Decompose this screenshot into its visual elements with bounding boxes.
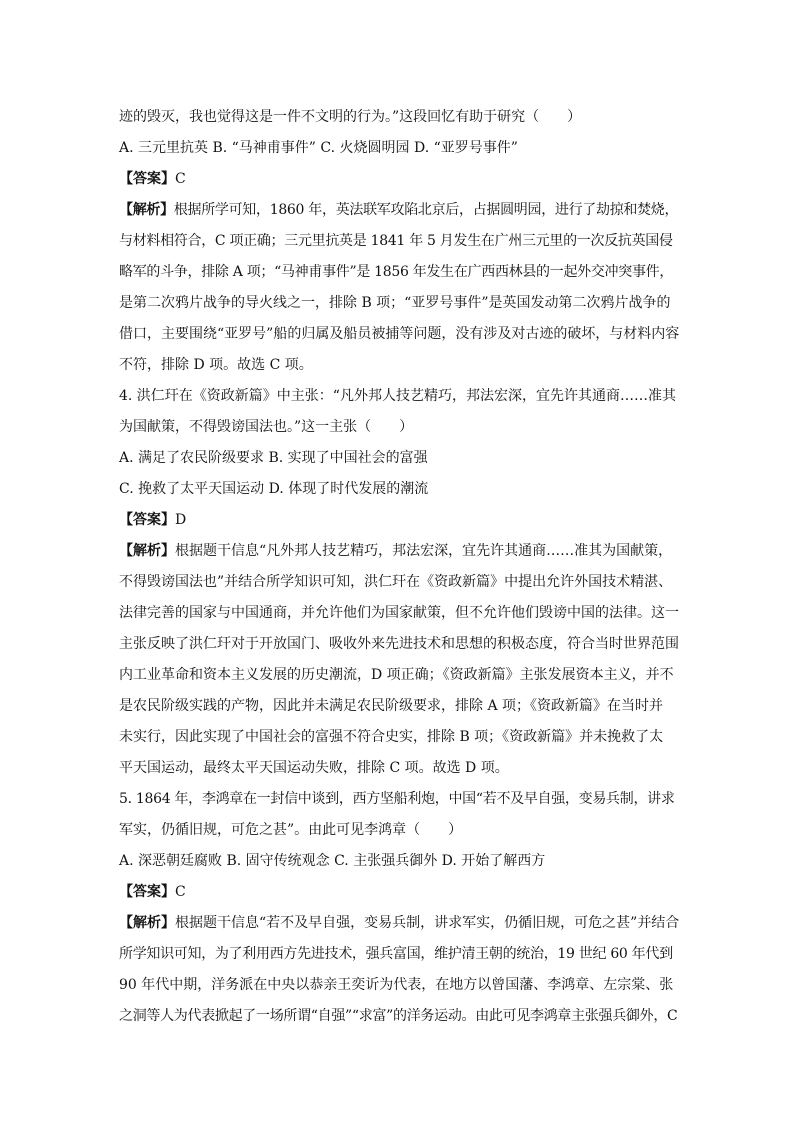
text-line — [119, 722, 681, 753]
line-text: 借口，主要围绕“亚罗号”船的归属及船员被捕等问题，没有涉及对古迹的破坏，与材料内容 — [119, 326, 680, 342]
line-text: 根据题干信息“若不及早自强，变易兵制，讲求军实，仍循旧规，可危之甚”并结合 — [175, 915, 680, 931]
line-text: 是农民阶级实践的产物，因此并未满足农民阶级要求，排除 A 项；《资政新篇》在当时并 — [119, 698, 664, 714]
question-stem — [119, 815, 681, 846]
text-line — [119, 970, 681, 1001]
line-text: 5. 1864 年，李鸿章在一封信中谈到，西方坚船利炮，中国“若不及早自强，变易兵制，讲求 — [119, 791, 675, 807]
line-text: 法律完善的国家与中国通商，并允许他们为国家献策，但不允许他们毁谤中国的法律。这一 — [119, 605, 679, 621]
answer-value: C — [175, 171, 186, 187]
text-line — [119, 753, 681, 784]
answer-label: 【答案】 — [119, 171, 175, 187]
analysis-line — [119, 536, 681, 567]
line-text: A. 深恶朝廷腐败 B. 固守传统观念 C. 主张强兵御外 D. 开始了解西方 — [119, 853, 546, 869]
line-text: 为国献策，不得毁谤国法也。”这一主张（ ） — [119, 419, 414, 435]
question-options — [119, 443, 681, 474]
line-text: 未实行，因此实现了中国社会的富强不符合史实，排除 B 项；《资政新篇》并未挽救了太 — [119, 729, 664, 745]
text-line — [119, 629, 681, 660]
text-line — [119, 598, 681, 629]
line-text: 与材料相符合，C 项正确；三元里抗英是 1841 年 5 月发生在广州三元里的一次反抗英国侵 — [119, 233, 673, 249]
text-line — [119, 691, 681, 722]
line-text: 4. 洪仁玕在《资政新篇》中主张：“凡外邦人技艺精巧，邦法宏深，宜先许其通商……准其 — [119, 388, 676, 404]
line-text: 主张反映了洪仁玕对于开放国门、吸收外来先进技术和思想的积极态度，符合当时世界范围 — [119, 636, 679, 652]
line-text: C. 挽救了太平天国运动 D. 体现了时代发展的潮流 — [119, 481, 429, 497]
text-line — [119, 226, 681, 257]
line-text: 90 年代中期，洋务派在中央以恭亲王奕䜣为代表，在地方以曾国藩、李鸿章、左宗棠、张 — [119, 977, 674, 993]
line-text: 根据题干信息“凡外邦人技艺精巧，邦法宏深，宜先许其通商……准其为国献策， — [175, 543, 673, 559]
text-line — [119, 1001, 681, 1032]
analysis-line — [119, 195, 681, 226]
question-options — [119, 133, 681, 164]
answer-value: C — [175, 884, 186, 900]
line-text: 迹的毁灭，我也觉得这是一件不文明的行为。”这段回忆有助于研究（ ） — [119, 109, 582, 125]
text-line — [119, 257, 681, 288]
line-text: 所学知识可知，为了利用西方先进技术，强兵富国，维护清王朝的统治，19 世纪 60 年代到 — [119, 946, 673, 962]
answer-value: D — [175, 512, 187, 528]
question-stem — [119, 412, 681, 443]
line-text: A. 满足了农民阶级要求 B. 实现了中国社会的富强 — [119, 450, 428, 466]
line-text: 不符，排除 D 项。故选 C 项。 — [119, 357, 313, 373]
line-text: 略军的斗争，排除 A 项；“马神甫事件”是 1856 年发生在广西西林县的一起外交冲突事件， — [119, 264, 674, 280]
line-text: 之洞等人为代表掀起了一场所谓“自强”“求富”的洋务运动。由此可见李鸿章主张强兵御外，C — [119, 1008, 678, 1024]
text-line — [119, 660, 681, 691]
answer-label: 【答案】 — [119, 512, 175, 528]
question-options — [119, 474, 681, 505]
line-text: A. 三元里抗英 B. “马神甫事件” C. 火烧圆明园 D. “亚罗号事件” — [119, 140, 518, 156]
line-text: 不得毁谤国法也”并结合所学知识可知，洪仁玕在《资政新篇》中提出允许外国技术精湛、 — [119, 574, 673, 590]
analysis-label: 【解析】 — [119, 202, 174, 218]
question-options — [119, 846, 681, 877]
answer-line — [119, 877, 681, 908]
line-text: 根据所学可知，1860 年，英法联军攻陷北京后，占据圆明园，进行了劫掠和焚烧， — [173, 202, 679, 218]
text-line — [119, 567, 681, 598]
analysis-label: 【解析】 — [119, 543, 175, 559]
line-text: 是第二次鸦片战争的导火线之一，排除 B 项；“亚罗号事件”是英国发动第二次鸦片战争的 — [119, 295, 671, 311]
answer-label: 【答案】 — [119, 884, 175, 900]
analysis-line — [119, 908, 681, 939]
question-stem — [119, 784, 681, 815]
question-stem — [119, 381, 681, 412]
line-text: 平天国运动，最终太平天国运动失败，排除 C 项。故选 D 项。 — [119, 760, 509, 776]
analysis-label: 【解析】 — [119, 915, 175, 931]
text-line — [119, 288, 681, 319]
text-line — [119, 350, 681, 381]
document-body — [119, 102, 681, 1032]
line-text: 军实，仍循旧规，可危之甚”。由此可见李鸿章（ ） — [119, 822, 463, 838]
text-line — [119, 102, 681, 133]
line-text: 内工业革命和资本主义发展的历史潮流，D 项正确；《资政新篇》主张发展资本主义，并不 — [119, 667, 674, 683]
answer-line — [119, 164, 681, 195]
answer-line — [119, 505, 681, 536]
text-line — [119, 939, 681, 970]
text-line — [119, 319, 681, 350]
